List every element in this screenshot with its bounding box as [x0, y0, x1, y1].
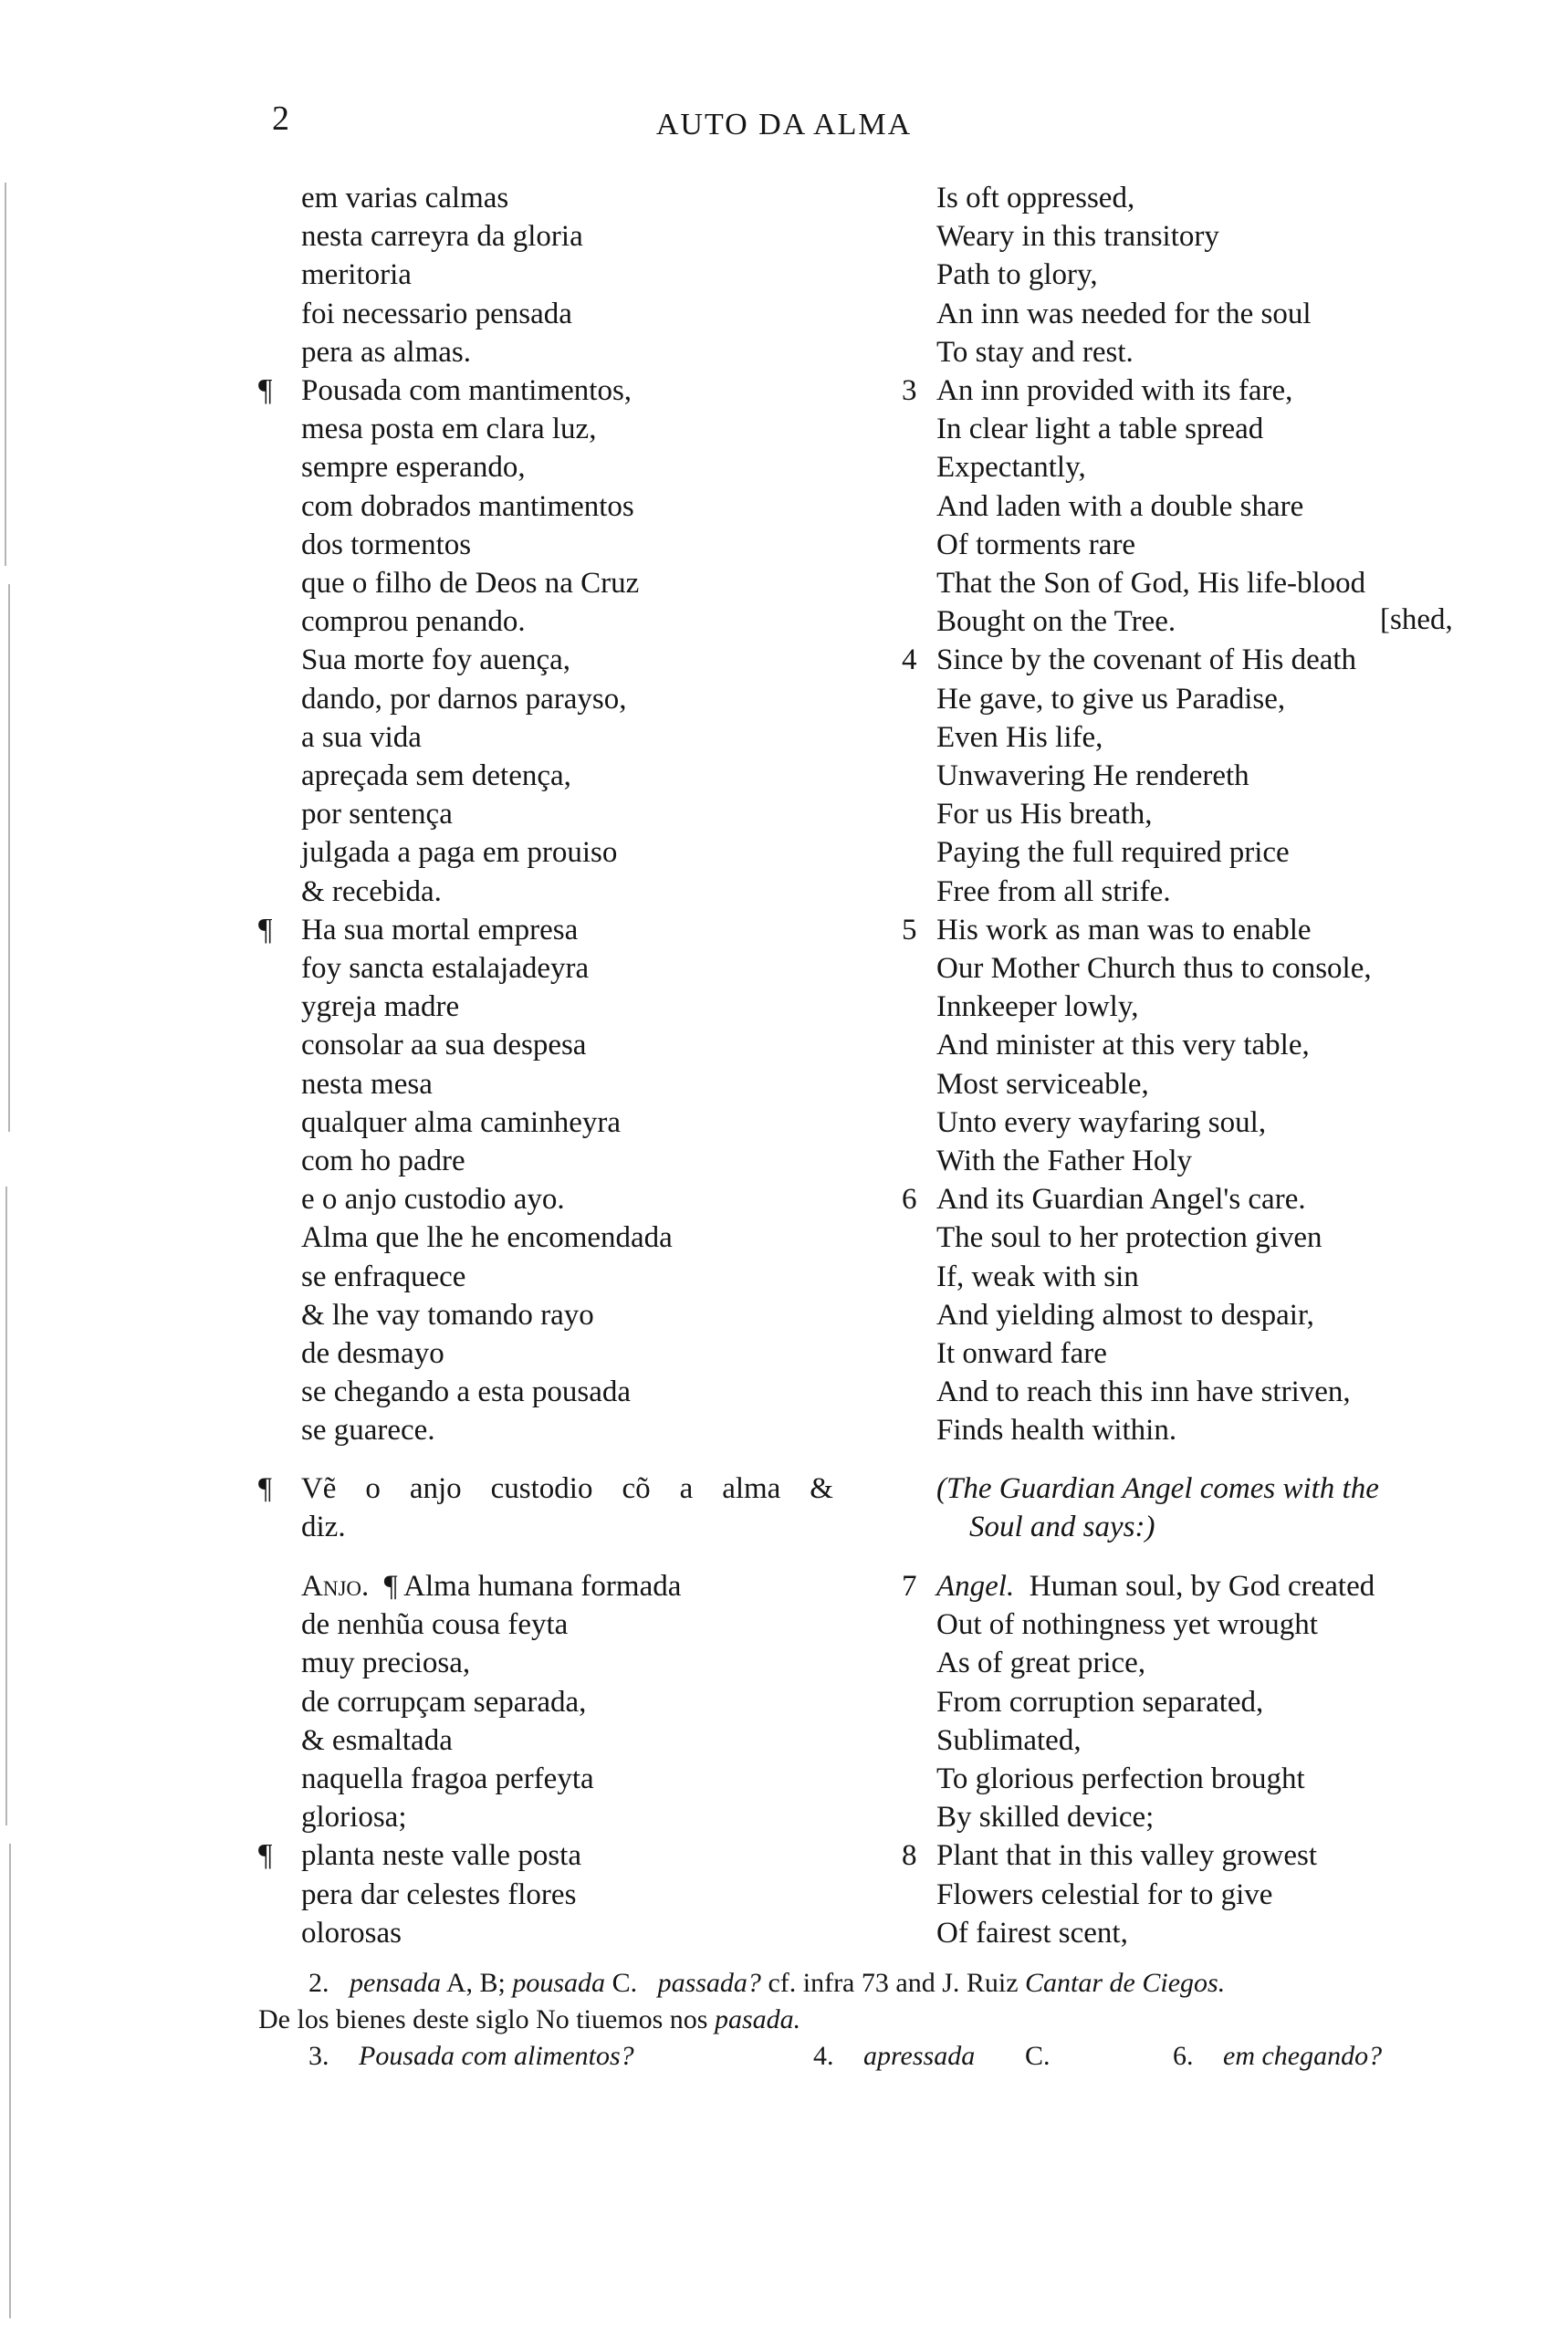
english-verse-line: And its Guardian Angel's care. — [936, 1183, 1306, 1216]
english-verse-line: That the Son of God, His life-blood — [936, 567, 1366, 600]
portuguese-verse-line: com ho padre — [301, 1145, 465, 1177]
english-verse-line: By skilled device; — [936, 1801, 1155, 1834]
portuguese-verse-line: a sua vida — [301, 721, 422, 754]
english-verse-line: As of great price, — [936, 1647, 1146, 1679]
english-verse-line: To glorious perfection brought — [936, 1762, 1305, 1795]
footnote-4-text: apressada — [863, 2041, 976, 2071]
verse-number: 3 — [902, 374, 917, 407]
english-verse-line: An inn was needed for the soul — [936, 298, 1312, 330]
english-verse-line: His work as man was to enable — [936, 914, 1312, 946]
portuguese-verse-line: qualquer alma caminheyra — [301, 1106, 621, 1139]
portuguese-verse-line: em varias calmas — [301, 182, 509, 214]
english-verse-line: Angel. Human soul, by God created — [936, 1570, 1375, 1603]
pilcrow: ¶ — [258, 1472, 272, 1505]
speaker-label: Anjo. — [301, 1570, 370, 1603]
english-verse-line: Our Mother Church thus to console, — [936, 952, 1372, 985]
stage-word: & — [810, 1472, 833, 1505]
portuguese-verse-line: pera as almas. — [301, 336, 471, 369]
portuguese-verse-line: sempre esperando, — [301, 451, 526, 484]
footnotes — [258, 1965, 1463, 2075]
stage-word: a — [679, 1472, 694, 1505]
portuguese-verse-line: ygreja madre — [301, 990, 460, 1023]
portuguese-verse-line: julgada a paga em prouiso — [301, 836, 618, 869]
overflow-word: [shed, — [1380, 603, 1453, 636]
stage-word: custodio — [490, 1472, 593, 1505]
portuguese-verse-line: naquella fragoa perfeyta — [301, 1762, 594, 1795]
stage-word: alma — [722, 1472, 781, 1505]
portuguese-verse-line: consolar aa sua despesa — [301, 1029, 587, 1061]
english-verse-line: Path to glory, — [936, 258, 1098, 291]
portuguese-verse-line: nesta carreyra da gloria — [301, 220, 583, 253]
portuguese-verse-line: & lhe vay tomando rayo — [301, 1299, 594, 1332]
english-verse-line: And minister at this very table, — [936, 1029, 1310, 1061]
footnotes-3-4-6 — [258, 2038, 1463, 2075]
portuguese-verse-line: de nenhũa cousa feyta — [301, 1608, 569, 1641]
portuguese-verse-line: Anjo. ¶ Alma humana formada — [301, 1570, 682, 1603]
portuguese-verse-line: se enfraquece — [301, 1260, 466, 1293]
footnote-4-ms: C. — [1025, 2041, 1051, 2071]
english-verse-line: Is oft oppressed, — [936, 182, 1135, 214]
english-verse-line: Flowers celestial for to give — [936, 1878, 1273, 1911]
english-verse-line: He gave, to give us Paradise, — [936, 683, 1286, 716]
verse-number: 8 — [902, 1839, 917, 1872]
footnote-2: 2. pensada A, B; pousada C. passada? cf. infra 73 and J. Ruiz Cantar de Ciegos. — [308, 1968, 1226, 1998]
english-verse-line: From corruption separated, — [936, 1686, 1264, 1719]
portuguese-verse-line: foy sancta estalajadeyra — [301, 952, 590, 985]
portuguese-verse-line: & recebida. — [301, 875, 442, 908]
pilcrow: ¶ — [258, 913, 273, 946]
english-verse-line: Innkeeper lowly, — [936, 990, 1139, 1023]
english-verse-line: The soul to her protection given — [936, 1221, 1322, 1254]
portuguese-verse-line: gloriosa; — [301, 1801, 407, 1834]
portuguese-verse-line: se chegando a esta pousada — [301, 1375, 632, 1408]
stage-direction-english — [936, 1469, 1466, 1546]
english-verse-line: And to reach this inn have striven, — [936, 1375, 1351, 1408]
pilcrow: ¶ — [258, 1838, 273, 1872]
english-verse-line: An inn provided with its fare, — [936, 374, 1293, 407]
english-verse-line: In clear light a table spread — [936, 413, 1264, 445]
scan-edge — [0, 0, 20, 2332]
stage-direction-portuguese — [258, 1469, 833, 1546]
pilcrow: ¶ — [258, 373, 273, 407]
english-verse-line: Free from all strife. — [936, 875, 1171, 908]
portuguese-verse-line: com dobrados mantimentos — [301, 490, 634, 523]
verse-number: 7 — [902, 1570, 917, 1603]
portuguese-verse-line: que o filho de Deos na Cruz — [301, 567, 640, 600]
english-verse-line: With the Father Holy — [936, 1145, 1193, 1177]
english-verse-line: Weary in this transitory — [936, 220, 1219, 253]
portuguese-verse-line: Sua morte foy auença, — [301, 643, 571, 676]
portuguese-verse-line: Ha sua mortal empresa — [301, 914, 579, 946]
portuguese-verse-line: planta neste valle posta — [301, 1839, 581, 1872]
portuguese-verse-line: & esmaltada — [301, 1724, 453, 1757]
english-verse-line: To stay and rest. — [936, 336, 1134, 369]
portuguese-verse-line: foi necessario pensada — [301, 298, 572, 330]
english-verse-line: Sublimated, — [936, 1724, 1082, 1757]
stage-line: diz. — [301, 1511, 346, 1543]
verse-number: 4 — [902, 643, 917, 676]
english-verse-line: Most serviceable, — [936, 1068, 1149, 1101]
verse-number: 5 — [902, 914, 917, 946]
portuguese-verse-line: por sentença — [301, 798, 453, 831]
english-verse-line: Even His life, — [936, 721, 1103, 754]
portuguese-verse-line: nesta mesa — [301, 1068, 433, 1101]
english-verse-line: Paying the full required price — [936, 836, 1290, 869]
portuguese-verse-line: Alma que lhe he encomendada — [301, 1221, 673, 1254]
portuguese-verse-line: comprou penando. — [301, 605, 526, 638]
footnote-4-label: 4. — [813, 2041, 834, 2071]
portuguese-verse-line: olorosas — [301, 1917, 402, 1950]
portuguese-verse-line: Pousada com mantimentos, — [301, 374, 632, 407]
english-verse-line: Unto every wayfaring soul, — [936, 1106, 1267, 1139]
stage-word: cõ — [622, 1472, 651, 1505]
english-verse-line: Of torments rare — [936, 528, 1136, 561]
english-verse-line: Unwavering He rendereth — [936, 759, 1249, 792]
english-verse-line: And yielding almost to despair, — [936, 1299, 1314, 1332]
portuguese-verse-line: se guarece. — [301, 1414, 435, 1447]
stage-line: Soul and says:) — [969, 1511, 1155, 1543]
english-verse-line: For us His breath, — [936, 798, 1153, 831]
portuguese-verse-line: dos tormentos — [301, 528, 472, 561]
footnote-6-text: em chegando? — [1223, 2041, 1383, 2071]
stage-word: anjo — [409, 1472, 462, 1505]
speaker-label: Angel. — [936, 1570, 1015, 1603]
english-verse-line: If, weak with sin — [936, 1260, 1139, 1293]
english-verse-line: Plant that in this valley growest — [936, 1839, 1318, 1872]
english-verse-line: Out of nothingness yet wrought — [936, 1608, 1318, 1641]
pilcrow: ¶ — [383, 1570, 398, 1603]
page-header — [0, 99, 1568, 153]
footnote-6-label: 6. — [1173, 2041, 1194, 2071]
stage-word: Vẽ — [300, 1472, 337, 1505]
english-verse-line: It onward fare — [936, 1337, 1107, 1370]
footnote-3-text: Pousada com alimentos? — [359, 2041, 634, 2071]
english-verse-line: Of fairest scent, — [936, 1917, 1128, 1950]
verse-number: 6 — [902, 1183, 917, 1216]
portuguese-verse-line: muy preciosa, — [301, 1647, 471, 1679]
english-verse-line: Finds health within. — [936, 1414, 1177, 1447]
portuguese-verse-line: mesa posta em clara luz, — [301, 413, 597, 445]
page-number: 2 — [272, 99, 289, 138]
portuguese-verse-line: dando, por darnos parayso, — [301, 683, 627, 716]
footnote-3-label: 3. — [308, 2041, 329, 2071]
portuguese-verse-line: e o anjo custodio ayo. — [301, 1183, 565, 1216]
portuguese-verse-line: de desmayo — [301, 1337, 444, 1370]
english-verse-line: Since by the covenant of His death — [936, 643, 1357, 676]
portuguese-verse-line: meritoria — [301, 258, 412, 291]
portuguese-verse-line: pera dar celestes flores — [301, 1878, 577, 1911]
stage-line: (The Guardian Angel comes with the — [936, 1472, 1379, 1505]
stage-word: o — [365, 1472, 381, 1505]
english-verse-line: And laden with a double share — [936, 490, 1304, 523]
running-title: AUTO DA ALMA — [655, 108, 913, 141]
portuguese-verse-line: apreçada sem detença, — [301, 759, 571, 792]
english-verse-line: Expectantly, — [936, 451, 1086, 484]
portuguese-verse-line: de corrupçam separada, — [301, 1686, 587, 1719]
footnote-2-continued: De los bienes deste siglo No tiuemos nos pasada. — [258, 2004, 801, 2034]
english-verse-line: Bought on the Tree. — [936, 605, 1176, 638]
